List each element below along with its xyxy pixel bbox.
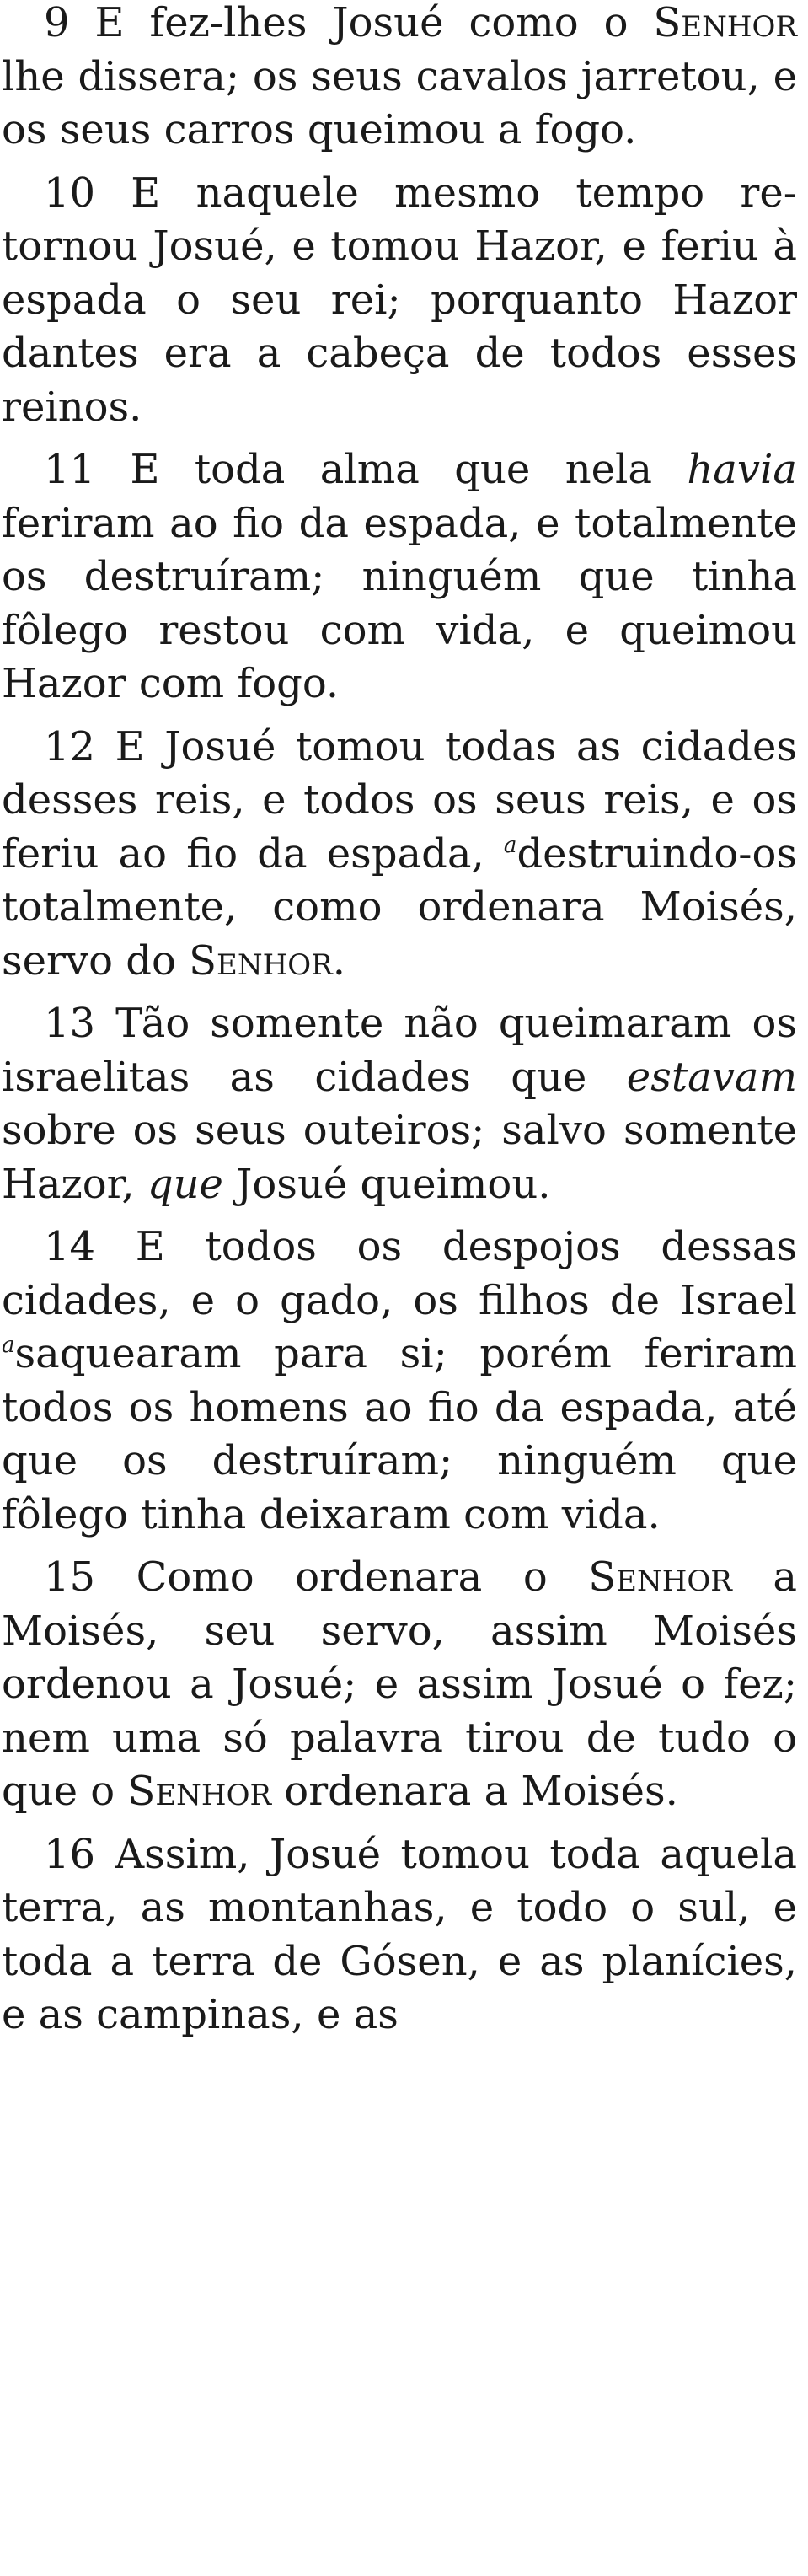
verse-text-segment: saquearam para si; porém feriram todos os homens ao fio da espada, até que os destruíram; ninguém que fôlego tinha deixaram com vida. (2, 1330, 797, 1538)
verse-text-segment: 11 E toda alma que nela (44, 446, 688, 493)
verse-text-segment: lhe dissera; os seus cavalos jarretou, e os seus carros queimou a fogo. (2, 52, 797, 153)
verse-text-segment: ordenara a Moisés. (271, 1768, 678, 1815)
verse (2, 1221, 797, 1542)
lord-small-caps: Senhor (189, 936, 333, 985)
verse (2, 1828, 797, 2042)
verse-text-segment: 14 E todos os despojos dessas cidades, e o gado, os filhos de Israel (2, 1223, 797, 1324)
scripture-text (2, 0, 797, 2052)
verse-text-segment: 16 Assim, Josué tomou toda aquela terra, as montanhas, e todo o sul, e toda a terra de Gósen, e as planícies, e as campinas, e as (2, 1830, 797, 2038)
footnote-marker[interactable]: a (2, 1333, 15, 1358)
verse-text-segment: 15 Como ordenara o (44, 1554, 589, 1601)
italic-supplied-word: que (147, 1160, 223, 1208)
lord-small-caps: Senhor (127, 1768, 272, 1815)
verse-text-segment: destruindo-os totalmente, como ordenara Moisés, servo do (2, 829, 797, 985)
verse-text-segment: feriram ao fio da espada, e totalmente os destruíram; ninguém que tinha fôlego restou com vida, e queimou Hazor com fogo. (2, 499, 797, 707)
verse-text-segment: sobre os seus outeiros; salvo somente Hazor, (2, 1107, 797, 1208)
verse-text-segment: 10 E naquele mesmo tempo retornou Josué, e tomou Hazor, e feriu à espada o seu rei; porquanto Hazor dantes era a cabeça de todos esses reinos. (2, 169, 797, 431)
italic-supplied-word: havia (687, 446, 797, 493)
verse (2, 721, 797, 989)
verse-text-segment: 13 Tão somente não queimaram os israelitas as cidades que (2, 1000, 797, 1101)
lord-small-caps: Senhor (653, 0, 797, 46)
verse (2, 1551, 797, 1819)
verse-text-segment: a Moisés, seu servo, assim Moisés ordenou a Josué; e assim Josué o fez; nem uma só palavra tirou de tudo o que o (2, 1554, 798, 1815)
verse (2, 997, 797, 1211)
verse (2, 0, 797, 158)
lord-small-caps: Senhor (588, 1554, 732, 1601)
footnote-marker[interactable]: a (503, 832, 517, 858)
verse (2, 443, 797, 711)
verse-text-segment: 9 E fez-lhes Josué como o (44, 0, 654, 46)
verse-text-segment: 12 E Josué tomou todas as cidades desses reis, e todos os seus reis, e os feriu ao fio da espada, (2, 722, 797, 877)
verse-text-segment: Josué queimou. (222, 1160, 551, 1208)
italic-supplied-word: estavam (626, 1053, 797, 1101)
verse (2, 167, 797, 435)
verse-text-segment: . (332, 936, 345, 985)
